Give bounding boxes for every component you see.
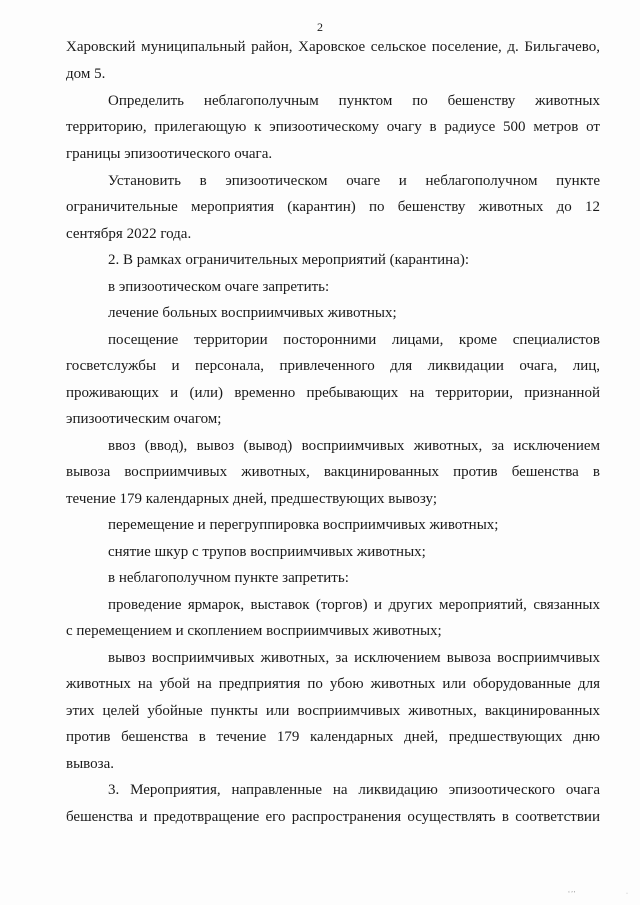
text-line: дом 5. [66,66,106,82]
text-line: перемещение и перегруппировка восприимчивых животных; [108,517,499,533]
text-line: посещение территории посторонними лицами, кроме специалистов [108,332,600,348]
text-line: Определить неблагополучным пунктом по бешенству животных [108,93,600,109]
page-number: 2 [317,20,323,34]
section-heading: 2. В рамках ограничительных мероприятий (карантина): [108,252,469,268]
text-line: территорию, прилегающую к эпизоотическому очагу в радиусе 500 метров от [66,119,600,135]
text-line: этих целей убойные пункты или восприимчивых животных, вакцинированных [66,703,600,719]
text-line: животных на убой на предприятия по убою животных или оборудованные для [66,676,600,692]
text-line: против бешенства в течение 179 календарных дней, предшествующих дню [66,729,600,745]
text-line: в эпизоотическом очаге запретить: [108,279,330,295]
footer-scan-dot: · [626,891,629,897]
text-line: лечение больных восприимчивых животных; [108,305,397,321]
text-line: снятие шкур с трупов восприимчивых животных; [108,544,426,560]
text-line: в неблагополучном пункте запретить: [108,570,349,586]
text-line: эпизоотическим очагом; [66,411,222,427]
text-line: вывоз восприимчивых животных, за исключением вывоза восприимчивых [108,650,600,666]
text-line: сентября 2022 года. [66,226,192,242]
text-line: Установить в эпизоотическом очаге и неблагополучном пункте [108,173,600,189]
text-line: Харовский муниципальный район, Харовское сельское поселение, д. Бильгачево, [66,39,600,55]
text-line: проживающих и (или) временно пребывающих на территории, признанной [66,385,600,401]
text-line: вывоза восприимчивых животных, вакцинированных против бешенства в [66,464,600,480]
text-line: ввоз (ввод), вывоз (вывод) восприимчивых животных, за исключением [108,438,600,454]
text-line: течение 179 календарных дней, предшествующих вывозу; [66,491,438,507]
footer-scan-mark: ‘’’ [568,891,577,897]
text-line: бешенства и предотвращение его распространения осуществлять в соответствии [66,809,600,825]
text-line: с перемещением и скоплением восприимчивых животных; [66,623,442,639]
text-line: госветслужбы и персонала, привлеченного для ликвидации очага, лиц, [66,358,600,374]
text-line: вывоза. [66,756,114,772]
text-line: проведение ярмарок, выставок (торгов) и других мероприятий, связанных [108,597,600,613]
text-line: ограничительные мероприятия (карантин) по бешенству животных до 12 [66,199,600,215]
section-heading: 3. Мероприятия, направленные на ликвидацию эпизоотического очага [108,782,600,798]
text-line: границы эпизоотического очага. [66,146,273,162]
